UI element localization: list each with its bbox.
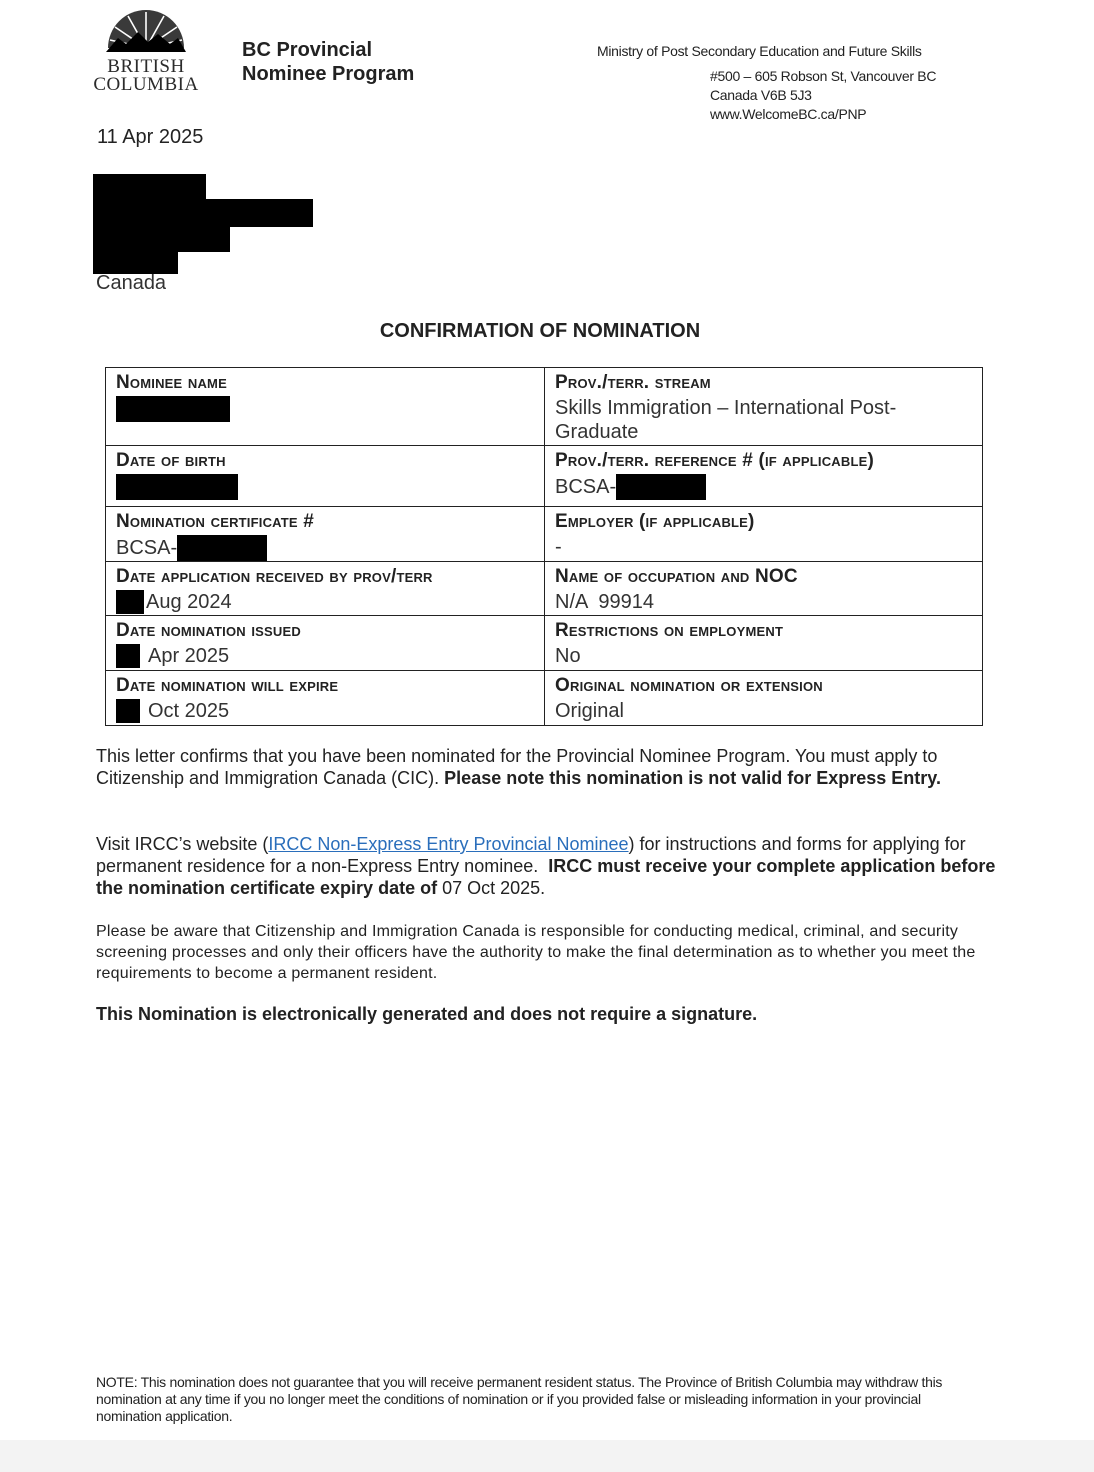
program-name-line2: Nominee Program (242, 63, 415, 85)
reference-value (555, 474, 972, 500)
recipient-country: Canada (96, 272, 167, 294)
electronic-generation-statement: This Nomination is electronically generated and does not require a signature. (96, 1004, 758, 1024)
letter-date: 11 Apr 2025 (97, 126, 204, 148)
expire-cell (106, 671, 545, 726)
table-row (106, 368, 983, 446)
table-row (106, 507, 983, 562)
issued-cell (106, 616, 545, 671)
dob-label: Date of birth (116, 450, 226, 471)
ircc-nominee-link[interactable]: IRCC Non-Express Entry Provincial Nominee (268, 834, 629, 854)
instructions-text-pre: Visit IRCC’s website ( (96, 834, 269, 854)
redacted-received-day (116, 590, 144, 614)
occupation-label: Name of occupation and NOC (555, 566, 798, 587)
redacted-issued-day (116, 644, 140, 668)
reference-label: Prov./terr. reference # (if applicable) (555, 450, 874, 471)
expire-value: Oct 2025 (148, 700, 230, 722)
ministry-address (710, 67, 936, 124)
issued-value: Apr 2025 (148, 645, 230, 667)
instructions-text-post: ) for instructions and forms for applying for permanent residence for a non-Express Entry nominee. (96, 834, 966, 876)
table-row (106, 616, 983, 671)
redacted-dob (116, 474, 238, 500)
employer-value: - (555, 536, 562, 558)
redacted-expire-day (116, 699, 140, 723)
redacted-address-line1 (93, 174, 206, 202)
ministry-website: www.WelcomeBC.ca/PNP (710, 106, 867, 122)
redacted-certificate-number (177, 535, 267, 561)
confirmation-paragraph (96, 745, 996, 789)
instructions-paragraph (96, 833, 996, 899)
received-value: Aug 2024 (146, 591, 232, 613)
restrictions-value: No (555, 645, 581, 667)
footer-note: NOTE: This nomination does not guarantee that you will receive permanent resident status. The Province of British Columbia may withdraw this nomination at any time if you no longer meet the conditions of nomination or if you provided false or misleading information in your provincial nomination application. (96, 1374, 943, 1424)
redacted-address-line2 (93, 199, 313, 227)
document-title: CONFIRMATION OF NOMINATION (379, 320, 701, 342)
bc-sun-mountain-icon (104, 2, 188, 56)
confirmation-text: This letter confirms that you have been nominated for the Provincial Nominee Program. You must apply to Citizenship and Immigration Canada (CIC). (96, 746, 938, 788)
received-cell (106, 562, 545, 616)
stream-label: Prov./terr. stream (555, 372, 711, 393)
expire-value-row (116, 699, 534, 723)
restrictions-cell (545, 616, 983, 671)
restrictions-label: Restrictions on employment (555, 620, 784, 641)
certificate-cell (106, 507, 545, 562)
screening-paragraph: Please be aware that Citizenship and Immigration Canada is responsible for conducting medical, criminal, and security screening processes and only their officers have the authority to make the final determination as to whether you meet the requirements to become a permanent resident. (96, 923, 976, 982)
original-label: Original nomination or extension (555, 675, 823, 696)
original-value: Original (555, 700, 624, 722)
table-row (106, 562, 983, 616)
redacted-nominee-name (116, 396, 230, 422)
stream-value: Skills Immigration – International Post-Graduate (555, 397, 897, 443)
table-row (106, 446, 983, 507)
ministry-name: Ministry of Post Secondary Education and Future Skills (597, 43, 922, 59)
received-label: Date application received by prov/terr (116, 566, 433, 587)
employer-label: Employer (if applicable) (555, 511, 755, 532)
received-value-row (116, 590, 534, 614)
expiry-date: 07 Oct 2025. (442, 878, 546, 898)
certificate-label: Nomination certificate # (116, 511, 315, 532)
table-row (106, 671, 983, 726)
expire-label: Date nomination will expire (116, 675, 339, 696)
employer-cell (545, 507, 983, 562)
redacted-reference-number (616, 474, 706, 500)
certificate-value (116, 535, 534, 561)
occupation-cell (545, 562, 983, 616)
certificate-prefix: BCSA- (116, 537, 178, 559)
reference-cell (545, 446, 983, 507)
nomination-details-table (105, 367, 983, 726)
address-line1: #500 – 605 Robson St, Vancouver BC (710, 68, 937, 84)
occupation-value: N/A 99914 (555, 591, 654, 613)
address-line2: Canada V6B 5J3 (710, 87, 812, 103)
reference-prefix: BCSA- (555, 476, 617, 498)
dob-cell (106, 446, 545, 507)
logo-text-british: BRITISH (107, 56, 185, 77)
express-entry-warning: Please note this nomination is not valid for Express Entry. (444, 768, 941, 788)
logo-text-columbia: COLUMBIA (93, 74, 199, 95)
program-name-line1: BC Provincial (242, 39, 373, 61)
redacted-address-line4 (93, 248, 178, 274)
bc-logo (90, 2, 202, 98)
nominee-name-label: Nominee name (116, 372, 227, 393)
deadline-warning: IRCC must receive your complete application before the nomination certificate expiry date of (96, 856, 996, 898)
program-name (242, 38, 414, 86)
nominee-name-cell (106, 368, 545, 446)
stream-cell (545, 368, 983, 446)
issued-label: Date nomination issued (116, 620, 301, 641)
issued-value-row (116, 644, 534, 668)
original-cell (545, 671, 983, 726)
page-bottom-edge (0, 1440, 1094, 1472)
